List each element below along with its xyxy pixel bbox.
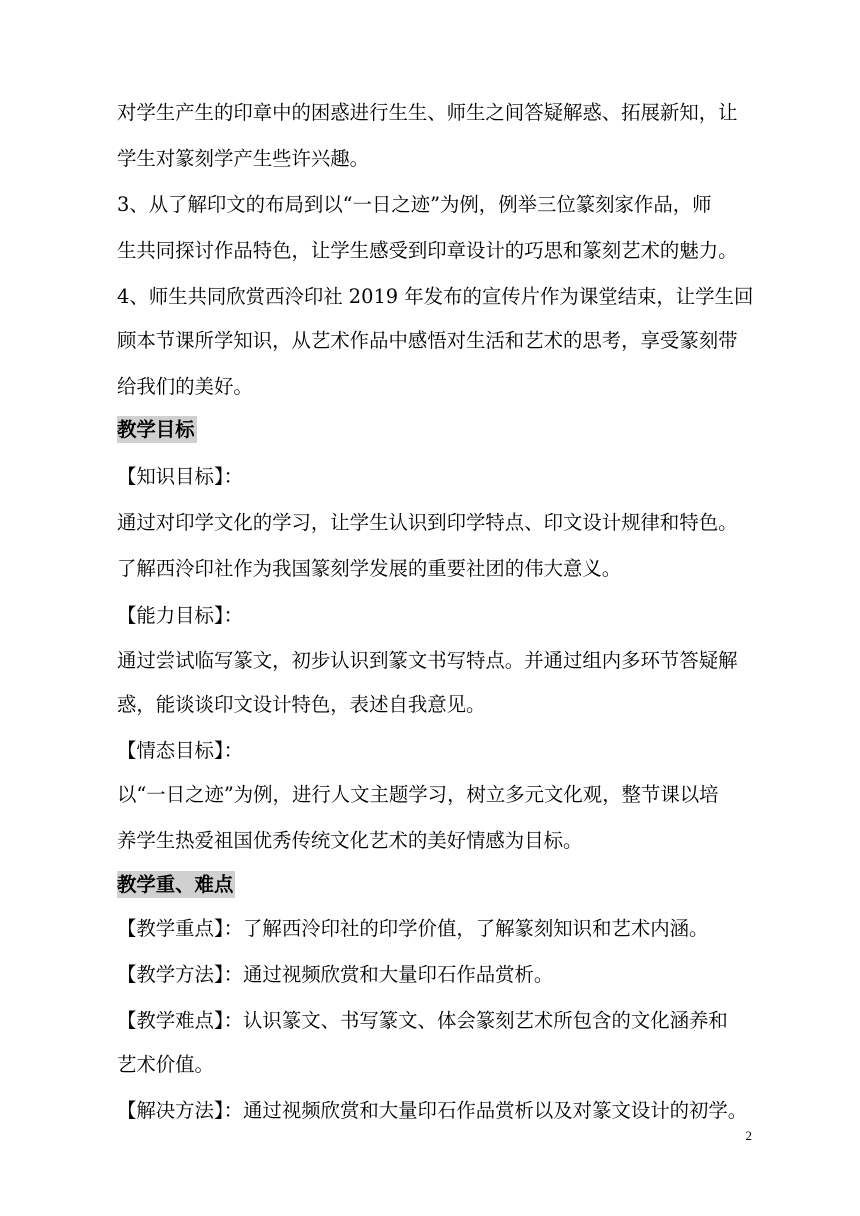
paragraph-line: 【教学难点】：认识篆文、书写篆文、体会篆刻艺术所包含的文化涵养和 <box>117 1009 728 1032</box>
paragraph-line: 【教学重点】：了解西泠印社的印学价值，了解篆刻知识和艺术内涵。 <box>117 917 709 940</box>
paragraph-line: 惑，能谈谈印文设计特色，表述自我意见。 <box>117 693 486 716</box>
paragraph-line: 对学生产生的印章中的困惑进行生生、师生之间答疑解惑、拓展新知，让 <box>117 101 738 124</box>
paragraph-line: 给我们的美好。 <box>117 375 253 398</box>
paragraph-line: 了解西泠印社作为我国篆刻学发展的重要社团的伟大意义。 <box>117 557 622 580</box>
subheading-ability-goal: 【能力目标】： <box>117 604 244 627</box>
subheading-emotion-goal: 【情态目标】： <box>117 739 244 762</box>
section-heading-teaching-goals <box>117 417 197 443</box>
page-number: 2 <box>745 1128 752 1143</box>
paragraph-line: 【教学方法】：通过视频欣赏和大量印石作品赏析。 <box>117 963 554 986</box>
paragraph-line: 4、师生共同欣赏西泠印社 2019 年发布的宣传片作为课堂结束，让学生回 <box>117 285 754 308</box>
paragraph-line: 生共同探讨作品特色，让学生感受到印章设计的巧思和篆刻艺术的魅力。 <box>117 239 738 262</box>
paragraph-line: 通过对印学文化的学习，让学生认识到印学特点、印文设计规律和特色。 <box>117 511 738 534</box>
paragraph-line: 以“一日之迹”为例，进行人文主题学习，树立多元文化观，整节课以培 <box>117 783 719 806</box>
paragraph-line: 通过尝试临写篆文，初步认识到篆文书写特点。并通过组内多环节答疑解 <box>117 649 738 672</box>
paragraph-line: 【解决方法】：通过视频欣赏和大量印石作品赏析以及对篆文设计的初学。 <box>117 1099 748 1122</box>
paragraph-line: 顾本节课所学知识，从艺术作品中感悟对生活和艺术的思考，享受篆刻带 <box>117 329 738 352</box>
paragraph-line: 养学生热爱祖国优秀传统文化艺术的美好情感为目标。 <box>117 829 583 852</box>
heading-text: 教学目标 <box>117 418 195 441</box>
paragraph-line: 3、从了解印文的布局到以“一日之迹”为例，例举三位篆刻家作品，师 <box>117 193 712 216</box>
paragraph-line: 学生对篆刻学产生些许兴趣。 <box>117 147 370 170</box>
section-heading-key-points <box>117 872 235 898</box>
paragraph-line: 艺术价值。 <box>117 1053 214 1076</box>
subheading-knowledge-goal: 【知识目标】： <box>117 465 244 488</box>
heading-text: 教学重、难点 <box>117 873 234 896</box>
